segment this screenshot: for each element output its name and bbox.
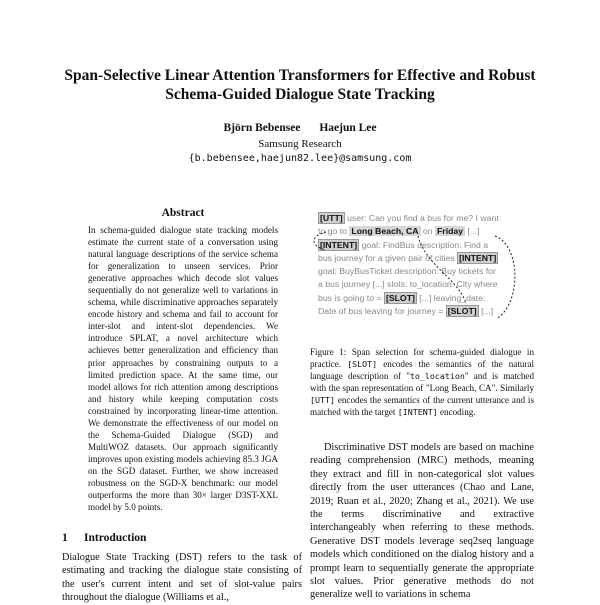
caption-text: encodes the semantics of the natural language description of " (310, 359, 534, 382)
section-heading (62, 532, 146, 544)
special-token: [SLOT] (385, 292, 415, 303)
figure-text: Date of bus leaving for journey = (318, 306, 446, 317)
author-email: {b.bebensee,haejun82.lee}@samsung.com (188, 153, 412, 164)
figure-line (318, 265, 530, 278)
paper-title: Span-Selective Linear Attention Transformers for Effective and Robust Schema-Guided Dialogue State Tracking (64, 67, 536, 103)
figure-line (318, 292, 530, 305)
figure-text: bus is going to = (318, 292, 384, 303)
figure-line (318, 252, 530, 265)
caption-code: [UTT] (310, 395, 335, 406)
section-title: Introduction (84, 532, 147, 544)
special-token: [SLOT] (447, 306, 477, 317)
caption-code: [INTENT] (397, 407, 438, 418)
caption-code: to_location (409, 371, 465, 382)
figure-text: a bus journey [...] slots: to_location: City where (318, 279, 498, 290)
figure-text: [...] (478, 306, 494, 317)
figure-line (318, 305, 530, 318)
caption-text: " and is matched with the span representation of "Long Beach, CA". Similarly (310, 371, 535, 394)
figure-text: [...] leaving_date: (416, 292, 486, 303)
section-number: 1 (62, 532, 68, 544)
figure-line (318, 212, 530, 225)
right-column-body (310, 441, 534, 602)
affiliation: Samsung Research (258, 138, 342, 150)
caption-text: encodes the semantics of the current utterance and is matched with the target (310, 395, 534, 418)
figure-text: goal: BuyBusTicket description: Buy tickets for (318, 266, 496, 277)
figure-text: to go to (318, 226, 350, 237)
author-name: Haejun Lee (319, 122, 377, 134)
caption-text: Figure 1: Span selection for schema-guided dialogue in practice. (310, 347, 534, 370)
introduction-text: Dialogue State Tracking (DST) refers to the task of estimating and tracking the dialogue state consisting of the user's current intent and set of slot-value pairs throughout the dialogue (Williams et al., (62, 552, 302, 604)
figure-text: bus journey for a given pair of cities (318, 252, 458, 263)
figure-text: on (420, 226, 435, 237)
figure-1-caption (310, 346, 534, 419)
figure-text: user: Can you find a bus for me? I want (344, 213, 499, 223)
author-name: Björn Bebensee (223, 122, 301, 134)
figure-text: goal: FindBus description: Find a (359, 239, 489, 250)
caption-code: [SLOT] (347, 359, 378, 370)
figure-line (318, 278, 530, 291)
figure-text: [...] (465, 226, 480, 237)
figure-line (318, 225, 530, 238)
author-list (0, 122, 600, 134)
body-paragraph: Discriminative DST models are based on machine reading comprehension (MRC) methods, meaning they extract and fill in non-categorical slot values directly from the user utterances (Chao and Lane, 2019; Ruan et al., 2020; Zhang et al., 2021). We use the terms discriminative and extractive interchangeably when referring to these methods. Generative DST models leverage seq2seq language models which conditioned on the dialog history and a prompt learn to sequentially generate the appropriate slot values. Prior generative methods do not generalize well to variations in schema (310, 442, 534, 601)
highlighted-span: Long Beach, CA (351, 226, 419, 237)
figure-line (318, 239, 530, 252)
abstract-text: In schema-guided dialogue state tracking models estimate the current state of a conversation using natural language descriptions of the service schema for generalization to unseen services. Prior generative approaches which decode slot values sequentially do not generalize well to variations in schema, while discriminative approaches separately encode history and schema and fail to account for inter-slot and intent-slot dependencies. We introduce SPLAT, a novel architecture which achieves better generalization and efficiency than prior approaches by constraining outputs to a limited prediction space. At the same time, our model allows for rich attention among descriptions and history while keeping computation costs constrained by incorporating linear-time attention. We demonstrate the effectiveness of our model on the Schema-Guided Dialogue (SGD) and MultiWOZ datasets. Our approach significantly improves upon existing models achieving 85.3 JGA on the SGD dataset. Further, we show increased robustness on the SGD-X benchmark: our model outperforms the more than 30× larger D3ST-XXL model by 5.0 points. (88, 225, 278, 513)
special-token: [UTT] (320, 213, 343, 223)
special-token: [INTENT] (459, 252, 497, 263)
figure-1-span-example (318, 212, 530, 328)
caption-text: encoding. (437, 407, 476, 418)
abstract-heading: Abstract (161, 207, 205, 219)
special-token: [INTENT] (320, 239, 358, 250)
highlighted-span: Friday (437, 226, 464, 237)
